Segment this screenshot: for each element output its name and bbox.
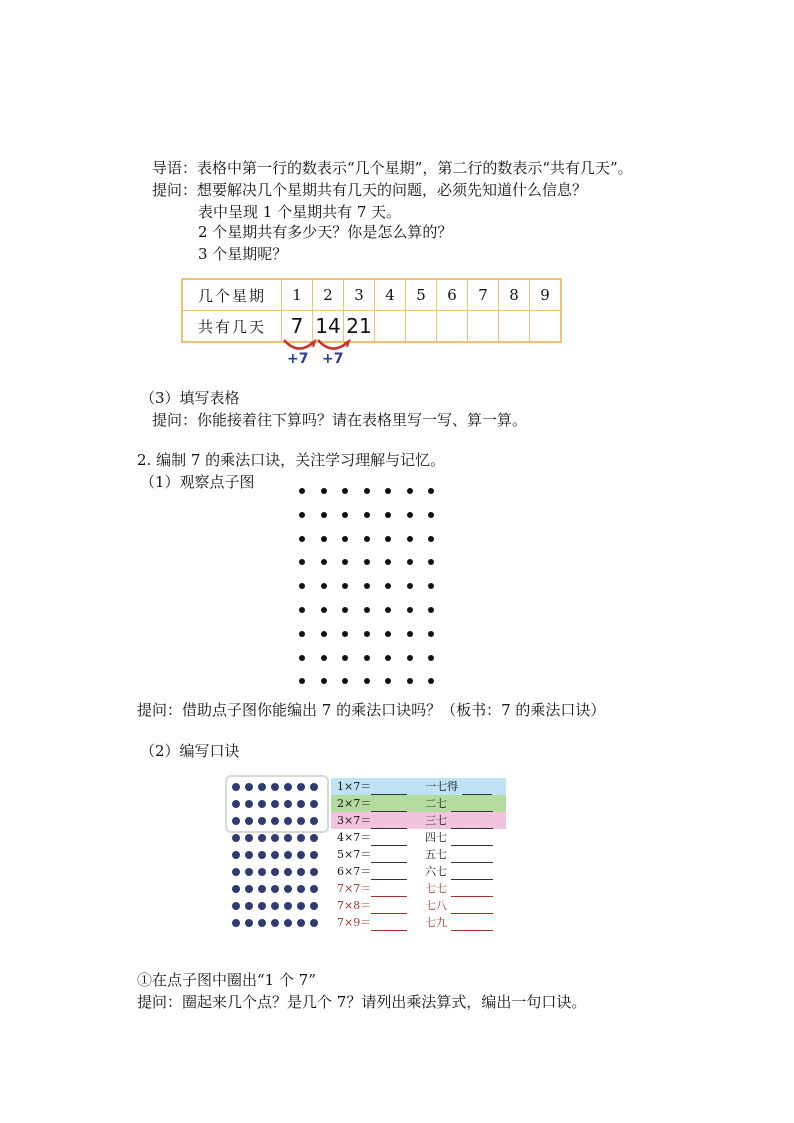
dot (310, 834, 318, 842)
formula-rhyme-text: 三七 (425, 814, 447, 827)
dot (258, 902, 266, 910)
dot (428, 607, 434, 613)
dot (407, 607, 413, 613)
rhyme-blank[interactable] (451, 851, 493, 863)
dot (271, 800, 279, 808)
days-cell: 14 (313, 311, 344, 343)
section-2-title: 2. 编制 7 的乘法口诀，关注学习理解与记忆。 (137, 451, 446, 469)
dot (428, 631, 434, 637)
formula-rhyme-text: 七八 (425, 899, 447, 912)
dot (364, 678, 370, 684)
dot (364, 607, 370, 613)
answer-blank[interactable] (371, 868, 407, 880)
formula-row (331, 778, 506, 795)
answer-blank[interactable] (371, 885, 407, 897)
rhyme-blank[interactable] (451, 817, 493, 829)
dot (297, 834, 305, 842)
weeks-row-label: 几个星期 (182, 279, 282, 311)
formula-row (331, 863, 506, 880)
dot (299, 536, 305, 542)
dot (271, 851, 279, 859)
dot (284, 902, 292, 910)
answer-blank[interactable] (371, 800, 407, 812)
dot (271, 902, 279, 910)
days-cell (530, 311, 562, 343)
formula-equation-text: 6×7＝ (337, 865, 372, 878)
dot (258, 800, 266, 808)
dot (385, 655, 391, 661)
dot (232, 783, 240, 791)
formula-row (331, 846, 506, 863)
dot (364, 536, 370, 542)
dot (385, 536, 391, 542)
weeks-cell: 1 (282, 279, 313, 311)
dot (245, 834, 253, 842)
arc-label-1: +7 (287, 351, 309, 367)
dot (299, 607, 305, 613)
formula-equation-text: 4×7＝ (337, 831, 372, 844)
formula-equation (337, 897, 407, 914)
days-cell: 21 (344, 311, 375, 343)
section-2-sub-2: （2）编写口诀 (140, 742, 240, 760)
dot (299, 583, 305, 589)
formula-equation (337, 914, 407, 931)
dot (342, 488, 348, 494)
dot (385, 678, 391, 684)
formula-equation (337, 778, 407, 795)
weeks-cell: 3 (344, 279, 375, 311)
dot (364, 512, 370, 518)
step-3-question: 提问：你能接着往下算吗？请在表格里写一写、算一算。 (152, 411, 528, 429)
dot (258, 885, 266, 893)
dot (271, 834, 279, 842)
dot (245, 800, 253, 808)
formula-equation (337, 863, 407, 880)
days-cell (406, 311, 437, 343)
dot (284, 919, 292, 927)
dot (310, 783, 318, 791)
dot (245, 851, 253, 859)
footer-question: 提问：圈起来几个点？是几个 7？请列出乘法算式，编出一句口诀。 (137, 993, 587, 1011)
weeks-row (182, 279, 561, 311)
formula-equation-text: 7×8＝ (337, 899, 372, 912)
dot (271, 817, 279, 825)
formula-equation (337, 846, 407, 863)
formula-rhyme (425, 829, 493, 846)
days-cell (468, 311, 499, 343)
dot (385, 488, 391, 494)
section-2-sub-1: （1）观察点子图 (140, 473, 255, 491)
dot (310, 902, 318, 910)
dot (321, 607, 327, 613)
rhyme-blank[interactable] (451, 885, 493, 897)
dot (232, 817, 240, 825)
dot (364, 559, 370, 565)
answer-blank[interactable] (371, 851, 407, 863)
dot (342, 607, 348, 613)
dot (342, 583, 348, 589)
formula-rhyme-text: 六七 (425, 865, 447, 878)
formula-rhyme-text: 五七 (425, 848, 447, 861)
weeks-cell: 9 (530, 279, 562, 311)
dot (407, 512, 413, 518)
days-row-label: 共有几天 (182, 311, 282, 343)
dot (284, 885, 292, 893)
dot (258, 868, 266, 876)
arc-1 (284, 340, 314, 349)
dot (321, 583, 327, 589)
dot (385, 607, 391, 613)
formula-rhyme (425, 812, 493, 829)
days-cell (499, 311, 530, 343)
dot (310, 919, 318, 927)
dot (299, 559, 305, 565)
formula-rhyme-text: 四七 (425, 831, 447, 844)
dot-array-diagram (299, 488, 434, 684)
dot (271, 885, 279, 893)
dot (364, 488, 370, 494)
dot (407, 655, 413, 661)
dot (284, 868, 292, 876)
dot (297, 919, 305, 927)
dot (299, 488, 305, 494)
dot (428, 488, 434, 494)
days-cell: 7 (282, 311, 313, 343)
formula-rhyme (425, 778, 492, 795)
rhyme-blank[interactable] (451, 868, 493, 880)
dot (297, 851, 305, 859)
arc-2 (318, 340, 348, 349)
dot (245, 817, 253, 825)
dot (297, 885, 305, 893)
dot (271, 868, 279, 876)
dot (385, 512, 391, 518)
dot (245, 919, 253, 927)
dot (321, 559, 327, 565)
dot (299, 512, 305, 518)
dot (258, 851, 266, 859)
dot (297, 902, 305, 910)
section-2-question: 提问：借助点子图你能编出 7 的乘法口诀吗？（板书：7 的乘法口诀） (137, 701, 606, 719)
dot (342, 559, 348, 565)
dot (321, 488, 327, 494)
formula-rhyme (425, 914, 493, 931)
dot (385, 583, 391, 589)
weeks-cell: 8 (499, 279, 530, 311)
answer-blank[interactable] (371, 817, 407, 829)
weeks-days-table (181, 278, 562, 343)
dot (385, 631, 391, 637)
formula-equation (337, 880, 407, 897)
dot (258, 919, 266, 927)
formula-rhyme (425, 897, 493, 914)
dot (284, 817, 292, 825)
question-1-b: 2 个星期共有多少天？你是怎么算的？ (198, 223, 453, 241)
answer-blank[interactable] (371, 783, 407, 795)
dot (428, 559, 434, 565)
rhyme-blank[interactable] (451, 902, 493, 914)
days-row (182, 311, 561, 343)
dot (271, 919, 279, 927)
dot (321, 512, 327, 518)
step-3-title: （3）填写表格 (140, 389, 240, 407)
dot (407, 583, 413, 589)
dot (284, 834, 292, 842)
weeks-cell: 4 (375, 279, 406, 311)
formula-row (331, 812, 506, 829)
dot (258, 834, 266, 842)
formula-rhyme-text: 七九 (425, 916, 447, 929)
answer-blank[interactable] (371, 902, 407, 914)
dot (385, 559, 391, 565)
dot (297, 817, 305, 825)
dot (299, 678, 305, 684)
dot (342, 536, 348, 542)
dot (428, 583, 434, 589)
dot (284, 851, 292, 859)
dot (245, 783, 253, 791)
question-1: 提问：想要解决几个星期共有几天的问题，必须先知道什么信息？ (152, 181, 588, 199)
dot (258, 783, 266, 791)
dot (342, 631, 348, 637)
dot (428, 678, 434, 684)
dot (232, 885, 240, 893)
rhyme-blank[interactable] (451, 800, 493, 812)
dot (232, 919, 240, 927)
dot-array-small (232, 783, 318, 927)
dot (321, 655, 327, 661)
dot (232, 868, 240, 876)
step-1-instruction: ①在点子图中圈出“1 个 7” (137, 971, 316, 989)
formula-equation-text: 2×7＝ (337, 797, 372, 810)
dot (342, 512, 348, 518)
formula-row (331, 914, 506, 931)
rhyme-blank[interactable] (451, 919, 493, 931)
formula-equation (337, 795, 407, 812)
days-cell (375, 311, 406, 343)
rhyme-blank[interactable] (462, 783, 492, 795)
formula-equation-text: 7×7＝ (337, 882, 372, 895)
dot (310, 868, 318, 876)
weeks-cell: 7 (468, 279, 499, 311)
dot (407, 678, 413, 684)
arc-label-2: +7 (322, 351, 344, 367)
dot (342, 678, 348, 684)
formula-list (331, 778, 506, 931)
dot (407, 488, 413, 494)
dot (232, 834, 240, 842)
dot (321, 631, 327, 637)
formula-equation (337, 812, 407, 829)
formula-rhyme-text: 七七 (425, 882, 447, 895)
weeks-cell: 2 (313, 279, 344, 311)
formula-equation (337, 829, 407, 846)
dot (428, 512, 434, 518)
formula-row (331, 897, 506, 914)
answer-blank[interactable] (371, 834, 407, 846)
formula-rhyme-text: 一七得 (425, 780, 458, 793)
dot (232, 851, 240, 859)
dot (407, 536, 413, 542)
weeks-cell: 5 (406, 279, 437, 311)
formula-equation-text: 5×7＝ (337, 848, 372, 861)
formula-rhyme (425, 795, 493, 812)
formula-equation-text: 1×7＝ (337, 780, 372, 793)
dot (321, 678, 327, 684)
dot (428, 655, 434, 661)
dot (284, 783, 292, 791)
dot (310, 817, 318, 825)
dot (284, 800, 292, 808)
formula-rhyme (425, 846, 493, 863)
formula-row (331, 880, 506, 897)
dot (407, 631, 413, 637)
dot (232, 800, 240, 808)
dot (245, 868, 253, 876)
dot (364, 655, 370, 661)
dot (245, 902, 253, 910)
formula-rhyme (425, 863, 493, 880)
dot (364, 631, 370, 637)
dot (297, 783, 305, 791)
rhyme-blank[interactable] (451, 834, 493, 846)
dot (310, 851, 318, 859)
dot (299, 631, 305, 637)
answer-blank[interactable] (371, 919, 407, 931)
days-cell (437, 311, 468, 343)
formula-equation-text: 7×9＝ (337, 916, 372, 929)
dot (428, 536, 434, 542)
formula-row (331, 795, 506, 812)
dot (299, 655, 305, 661)
dot (321, 536, 327, 542)
formula-equation-text: 3×7＝ (337, 814, 372, 827)
dot (310, 800, 318, 808)
dot (364, 583, 370, 589)
weeks-cell: 6 (437, 279, 468, 311)
dot (258, 817, 266, 825)
dot (232, 902, 240, 910)
formula-rhyme (425, 880, 493, 897)
guide-text: 导语：表格中第一行的数表示“几个星期”，第二行的数表示“共有几天”。 (152, 159, 633, 177)
question-1-a: 表中呈现 1 个星期共有 7 天。 (198, 203, 402, 221)
dot (297, 800, 305, 808)
dot (407, 559, 413, 565)
dot (271, 783, 279, 791)
formula-row (331, 829, 506, 846)
dot (245, 885, 253, 893)
dot (342, 655, 348, 661)
dot (297, 868, 305, 876)
dot (310, 885, 318, 893)
formula-rhyme-text: 二七 (425, 797, 447, 810)
question-1-c: 3 个星期呢？ (198, 245, 288, 263)
